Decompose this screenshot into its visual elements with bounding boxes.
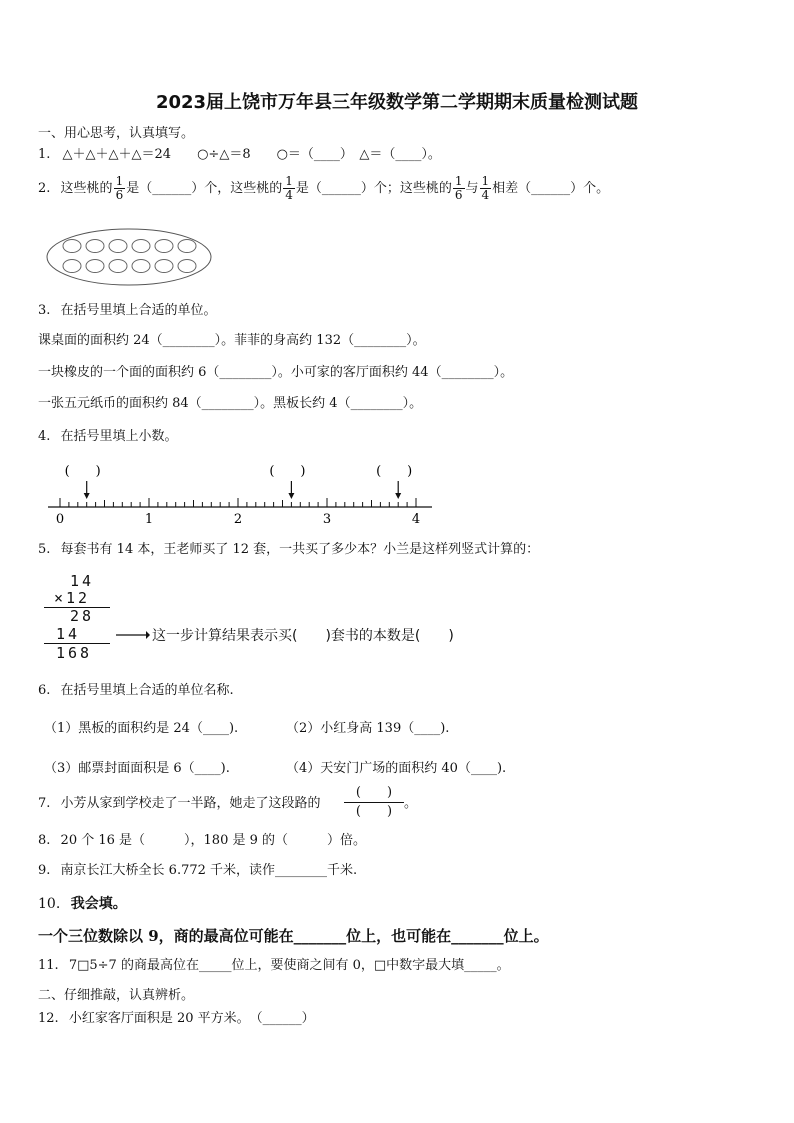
arrow-head-icon (288, 493, 294, 499)
number-line-arrows (65, 464, 413, 499)
fraction (480, 175, 492, 202)
peach-icon (86, 260, 104, 273)
question-number: 12. (38, 1011, 59, 1026)
tick-label: 3 (322, 512, 332, 527)
tick-label: 1 (144, 512, 154, 527)
question-text: 我会填。 (70, 896, 127, 912)
question-7 (38, 795, 321, 813)
question-number: 9. (38, 863, 51, 878)
question-text: 7□5÷7 的商最高位在_____位上，要使商之间有 0，□中数字最大填_____。 (68, 958, 510, 973)
question-text: 每套书有 14 本，王老师买了 12 套，一共买了多少本？小兰是这样列竖式计算的： (60, 542, 540, 557)
question-text-part: 这些桃的 (60, 181, 113, 196)
question-number: 5. (38, 542, 51, 557)
denominator: 6 (115, 188, 124, 202)
question-3-line-1: 课桌面的面积约 24（________）。菲菲的身高约 132（________）。 (38, 333, 426, 348)
question-text: 在括号里填上合适的单位。 (60, 303, 217, 318)
question-number: 8. (38, 833, 51, 848)
question-number: 11. (38, 958, 59, 973)
question-10 (38, 895, 127, 913)
question-text-part: 与 (465, 181, 479, 196)
arrow-right-icon (116, 628, 150, 642)
arrow-head-icon (84, 493, 90, 499)
question-number: 3. (38, 303, 51, 318)
question-number: 1. (38, 147, 51, 162)
question-7-end: 。 (404, 796, 418, 811)
question-text-part: 相差（______）个。 (492, 181, 610, 196)
numerator: 1 (454, 174, 463, 188)
blank-fraction (344, 784, 404, 821)
number-line-ticks (60, 498, 416, 507)
question-number: 7. (38, 796, 51, 811)
peach-icon (178, 240, 196, 253)
question-6-item-3: （3）邮票封面面积是 6（____). (44, 761, 230, 776)
question-3-line-2: 一块橡皮的一个面的面积约 6（________）。小可家的客厅面积约 44（________）。 (38, 365, 514, 380)
question-text: 小芳从家到学校走了一半路，她走了这段路的 (60, 796, 321, 811)
question-text: 南京长江大桥全长 6.772 千米，读作________千米. (60, 863, 358, 878)
peach-icon (132, 260, 150, 273)
question-10-line: 一个三位数除以 9，商的最高位可能在_______位上，也可能在_______位上。 (38, 927, 549, 945)
calc-explanation: 这一步计算结果表示买( )套书的本数是( ) (152, 628, 454, 644)
question-6 (38, 682, 234, 700)
question-text: 在括号里填上合适的单位名称. (60, 683, 234, 698)
question-number: 10. (38, 896, 61, 912)
question-3 (38, 302, 217, 320)
denominator: 4 (481, 188, 490, 202)
tick-label: 2 (233, 512, 243, 527)
denominator: 6 (454, 188, 463, 202)
question-1 (38, 146, 441, 164)
answer-paren: ( ) (64, 464, 101, 479)
fraction (114, 175, 126, 202)
question-6-item-4: （4）天安门广场的面积约 40（____). (286, 761, 507, 776)
vertical-calc-row-5: 168 (56, 644, 93, 662)
number-line-labels (56, 512, 420, 527)
peach-icon (86, 240, 104, 253)
question-number: 4. (38, 429, 51, 444)
vertical-calc-row-2: ×12 (54, 589, 91, 607)
question-number: 2. (38, 181, 51, 196)
page-title: 2023届上饶市万年县三年级数学第二学期期末质量检测试题 (155, 92, 639, 113)
vertical-calc-row-1: 14 (70, 572, 95, 590)
question-text: 小红家客厅面积是 20 平方米。 （______） (68, 1011, 315, 1026)
fraction (283, 175, 295, 202)
tick-label: 0 (55, 512, 65, 527)
vertical-calc-row-3: 28 (70, 607, 95, 625)
answer-paren: ( ) (269, 464, 306, 479)
plate-ellipse (47, 229, 211, 285)
numerator: 1 (481, 174, 490, 188)
question-number: 6. (38, 683, 51, 698)
peach-icon (178, 260, 196, 273)
question-8 (38, 832, 366, 850)
peach-icon (109, 260, 127, 273)
answer-paren: ( ) (376, 464, 413, 479)
peach-icon (63, 260, 81, 273)
number-line (40, 455, 440, 527)
question-text: △＋△＋△＋△＝24 ○÷△＝8 ○＝（____） △＝（____）。 (62, 147, 441, 162)
peach-plate-illustration (44, 226, 214, 288)
peach-icon (132, 240, 150, 253)
fraction (453, 175, 465, 202)
peach-icon (109, 240, 127, 253)
numerator: 1 (285, 174, 293, 188)
section-2-heading: 二、仔细推敲，认真辨析。 (38, 988, 195, 1003)
question-text-part: 是（______）个；这些桃的 (295, 181, 452, 196)
vertical-calc-row-4: 14 (56, 625, 81, 643)
arrow-head-icon (395, 493, 401, 499)
question-text: 20 个 16 是（ ），180 是 9 的（ ）倍。 (60, 833, 367, 848)
question-text-part: 是（______）个，这些桃的 (126, 181, 283, 196)
question-12 (38, 1010, 315, 1028)
question-2 (38, 174, 609, 204)
peach-icon (63, 240, 81, 253)
section-1-heading: 一、用心思考，认真填写。 (38, 126, 195, 141)
question-9 (38, 862, 357, 880)
denominator-blank: ( ) (355, 804, 393, 819)
question-text: 在括号里填上小数。 (60, 429, 178, 444)
tick-label: 4 (411, 512, 421, 527)
question-5 (38, 541, 539, 559)
peach-icon (155, 240, 173, 253)
question-11 (38, 957, 510, 975)
peach-group (63, 240, 196, 273)
peach-icon (155, 260, 173, 273)
question-4 (38, 428, 178, 446)
question-6-item-2: （2）小红身高 139（____). (286, 721, 450, 736)
numerator: 1 (115, 174, 124, 188)
numerator-blank: ( ) (344, 784, 404, 803)
denominator: 4 (285, 188, 293, 202)
question-6-item-1: （1）黑板的面积约是 24（____). (44, 721, 239, 736)
question-3-line-3: 一张五元纸币的面积约 84（________）。黑板长约 4（________）。 (38, 396, 423, 411)
